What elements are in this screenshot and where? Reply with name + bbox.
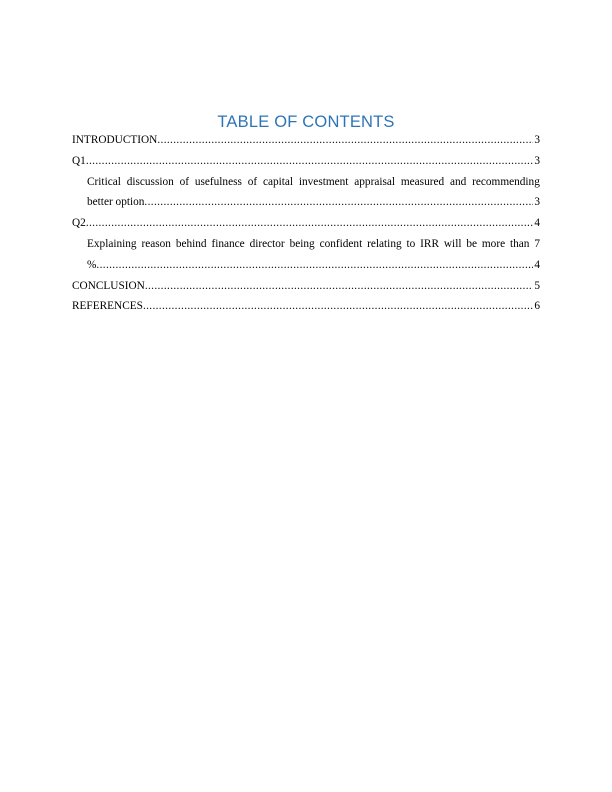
toc-entry-text-line1 xyxy=(72,172,540,193)
toc-entry-references[interactable] xyxy=(72,296,540,317)
toc-word: Critical xyxy=(87,175,121,188)
toc-dot-leader xyxy=(96,255,533,276)
toc-entry-text: REFERENCES xyxy=(72,300,143,313)
toc-page-number: 3 xyxy=(534,196,540,209)
toc-entry-conclusion[interactable] xyxy=(72,276,540,297)
toc-word: finance xyxy=(211,237,245,250)
toc-word: discussion xyxy=(126,175,174,188)
toc-word: more xyxy=(481,237,506,250)
toc-entry-text-line2: better option xyxy=(87,196,145,209)
toc-word: relating xyxy=(367,237,402,250)
toc-entry-introduction[interactable] xyxy=(72,130,540,151)
toc-page-number: 4 xyxy=(534,258,540,271)
toc-word: will xyxy=(443,237,462,250)
toc-word: and xyxy=(449,175,467,188)
toc-word: director xyxy=(249,237,285,250)
toc-dot-leader xyxy=(86,151,534,172)
toc-dot-leader xyxy=(157,130,533,151)
toc-entry-line2 xyxy=(72,255,540,276)
table-of-contents xyxy=(72,130,540,317)
toc-entry-critical-discussion[interactable] xyxy=(72,172,540,214)
toc-word: being xyxy=(289,237,315,250)
toc-word: Explaining xyxy=(87,237,137,250)
toc-word: of xyxy=(247,175,258,188)
toc-word: measured xyxy=(400,175,445,188)
toc-entry-text: Q1 xyxy=(72,154,86,167)
toc-page-number: 6 xyxy=(534,300,540,313)
toc-dot-leader xyxy=(144,192,533,213)
toc-page-number: 4 xyxy=(534,217,540,230)
toc-dot-leader xyxy=(145,276,534,297)
toc-word: behind xyxy=(175,237,207,250)
toc-word: of xyxy=(179,175,190,188)
toc-word: be xyxy=(466,237,478,250)
toc-word: recommending xyxy=(472,175,540,188)
toc-entry-text-line1 xyxy=(72,234,540,255)
toc-word: 7 xyxy=(534,237,540,250)
toc-word: to xyxy=(406,237,416,250)
toc-entry-text: Q2 xyxy=(72,217,86,230)
toc-word: investment xyxy=(298,175,349,188)
toc-page-number: 3 xyxy=(534,134,540,146)
toc-word: usefulness xyxy=(194,175,242,188)
toc-entry-q2[interactable] xyxy=(72,213,540,234)
toc-word: reason xyxy=(141,237,171,250)
toc-entry-q1[interactable] xyxy=(72,151,540,172)
toc-word: than xyxy=(509,237,530,250)
toc-word: IRR xyxy=(420,237,440,250)
toc-entry-text: INTRODUCTION xyxy=(72,134,158,146)
toc-page-number: 5 xyxy=(534,279,540,292)
toc-entry-explaining-reason[interactable] xyxy=(72,234,540,276)
toc-dot-leader xyxy=(86,213,534,234)
toc-page-number: 3 xyxy=(534,154,540,167)
toc-word: confident xyxy=(319,237,363,250)
toc-dot-leader xyxy=(143,296,533,317)
toc-word: appraisal xyxy=(354,175,396,188)
toc-word: capital xyxy=(262,175,294,188)
toc-entry-line2 xyxy=(72,192,540,213)
toc-entry-text: CONCLUSION xyxy=(72,279,145,292)
toc-heading: TABLE OF CONTENTS xyxy=(217,113,395,131)
toc-entry-text-line2: % xyxy=(87,258,97,271)
